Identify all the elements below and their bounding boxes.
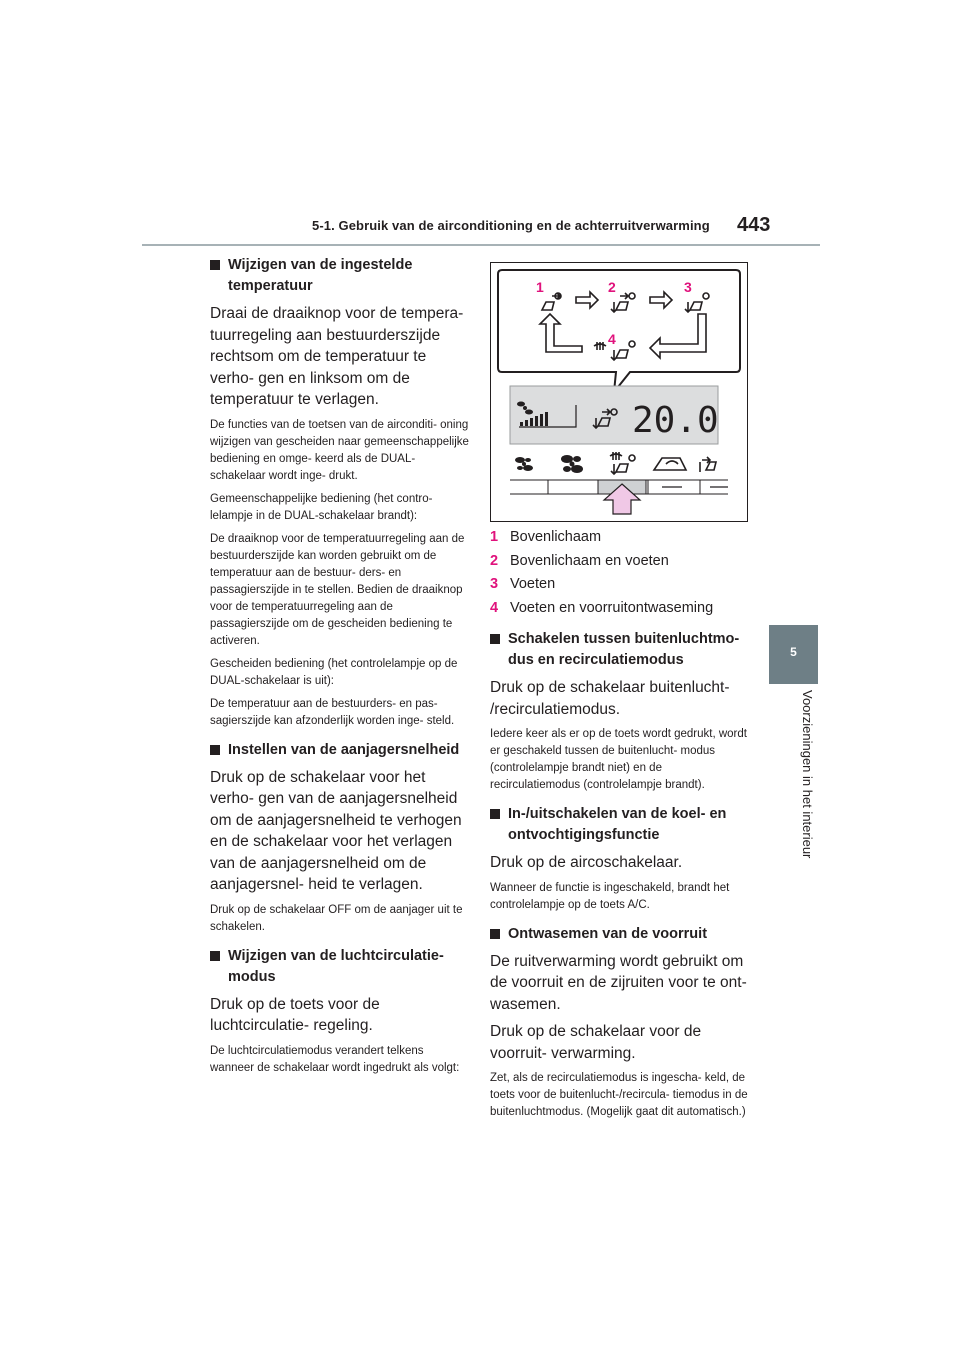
paragraph: Druk op de schakelaar voor het verho- gen van de aanjagersnelheid om de aanjagersnelheid te verhogen en de schakelaar voor het verlagen van de aanjagersnelheid om de aanjagersnel- heid te verlagen. — [210, 768, 462, 893]
square-bullet-icon — [210, 260, 220, 270]
heading-text: Schakelen tussen buitenluchtmo- dus en recirculatiemodus — [508, 631, 740, 668]
note: Zet, als de recirculatiemodus is ingescha- keld, de toets voor de buitenlucht-/recircula- tiemodus in de buitenluchtmodus. (Mogelijk gaat dit automatisch.) — [490, 1072, 748, 1118]
heading-text: Wijzigen van de luchtcirculatie- modus — [228, 947, 444, 985]
mode-label-4: 4 — [608, 331, 616, 347]
note: Gemeenschappelijke bediening (het contro- lelampje in de DUAL-schakelaar brandt): — [210, 492, 433, 522]
section-heading-temperature — [210, 255, 470, 297]
paragraph: Druk op de toets voor de luchtcirculatie- regeling. — [210, 995, 380, 1034]
right-column — [490, 527, 750, 1127]
heading-text: In-/uitschakelen van de koel- en ontvochtigingsfunctie — [508, 806, 727, 843]
paragraph: Druk op de schakelaar voor de voorruit- verwarming. — [490, 1023, 702, 1062]
note: De luchtcirculatiemodus verandert telkens wanneer de schakelaar wordt ingedrukt als volgt: — [210, 1044, 460, 1074]
square-bullet-icon — [490, 929, 500, 939]
legend-item — [490, 574, 750, 598]
legend-item — [490, 551, 750, 575]
chapter-title: Voorzieningen in het interieur — [800, 690, 815, 859]
section-heading-defrost — [490, 924, 750, 945]
mode-label-1: 1 — [536, 279, 544, 295]
temperature-readout: 20.0 — [632, 400, 719, 441]
note: De temperatuur aan de bestuurders- en pas- sagierszijde kan afzonderlijk worden inge- steld. — [210, 697, 455, 727]
note: Gescheiden bediening (het controlelampje op de DUAL-schakelaar is uit): — [210, 657, 458, 687]
note: De functies van de toetsen van de airconditi- oning wijzigen van gescheiden naar gemeenschappelijke bediening en omge- keerd als de DUAL-schakelaar wordt inge- drukt. — [210, 418, 469, 482]
legend-text: Bovenlichaam en voeten — [510, 552, 669, 569]
airflow-mode-diagram — [490, 262, 748, 524]
mode-label-2: 2 — [608, 279, 616, 295]
legend-item — [490, 598, 750, 622]
square-bullet-icon — [490, 809, 500, 819]
square-bullet-icon — [210, 951, 220, 961]
page-number: 443 — [737, 214, 771, 236]
legend-text: Bovenlichaam — [510, 529, 602, 545]
legend-number: 3 — [490, 576, 499, 592]
heading-text: Ontwasemen van de voorruit — [508, 925, 708, 942]
paragraph: Druk op de schakelaar buitenlucht- /recirculatiemodus. — [490, 679, 730, 718]
note: Wanneer de functie is ingeschakeld, brandt het controlelampje op de toets A/C. — [490, 881, 730, 911]
legend-item — [490, 527, 750, 551]
section-heading-cooling — [490, 804, 750, 846]
heading-text: Wijzigen van de ingestelde temperatuur — [228, 257, 413, 294]
square-bullet-icon — [490, 634, 500, 644]
note: Iedere keer als er op de toets wordt gedrukt, wordt er geschakeld tussen de buitenlucht- modus (controlelampje brandt niet) en de recirculatiemodus (controlelampje brandt). — [490, 728, 747, 791]
note: De draaiknop voor de temperatuurregeling aan de bestuurderszijde kan worden gebruikt om de temperatuur aan de bestuur- ders- en passagierszijde in te stellen. Bedien de draaiknop voor de temperatuurregeling aan de passagierszijde om de gescheiden bediening te activeren. — [210, 532, 465, 647]
section-heading-airflow — [210, 946, 470, 988]
header-divider — [142, 244, 820, 246]
chapter-number: 5 — [790, 645, 797, 659]
legend-number: 2 — [490, 552, 499, 569]
section-title: 5-1. Gebruik van de airconditioning en de achterruitverwarming — [312, 218, 710, 233]
note: Druk op de schakelaar OFF om de aanjager uit te schakelen. — [210, 903, 463, 933]
legend-text: Voeten en voorruitontwaseming — [510, 599, 714, 616]
mode-label-3: 3 — [684, 279, 692, 295]
paragraph: Druk op de aircoschakelaar. — [490, 854, 683, 871]
heading-text: Instellen van de aanjagersnelheid — [228, 741, 460, 758]
legend-text: Voeten — [510, 576, 556, 592]
airflow-mode-svg — [490, 262, 748, 524]
left-column — [210, 255, 470, 1083]
paragraph: Draai de draaiknop voor de tempera- tuurregeling aan bestuurderszijde rechtsom om de temperatuur te verho- gen en linksom om de temperatuur te verlagen. — [210, 305, 464, 408]
section-heading-fan — [210, 740, 470, 761]
square-bullet-icon — [210, 745, 220, 755]
section-heading-recirculation — [490, 629, 750, 671]
paragraph: De ruitverwarming wordt gebruikt om de voorruit en de zijruiten voor te ont- wasemen. — [490, 952, 747, 1013]
legend-number: 4 — [490, 599, 499, 616]
legend-number: 1 — [490, 529, 499, 545]
